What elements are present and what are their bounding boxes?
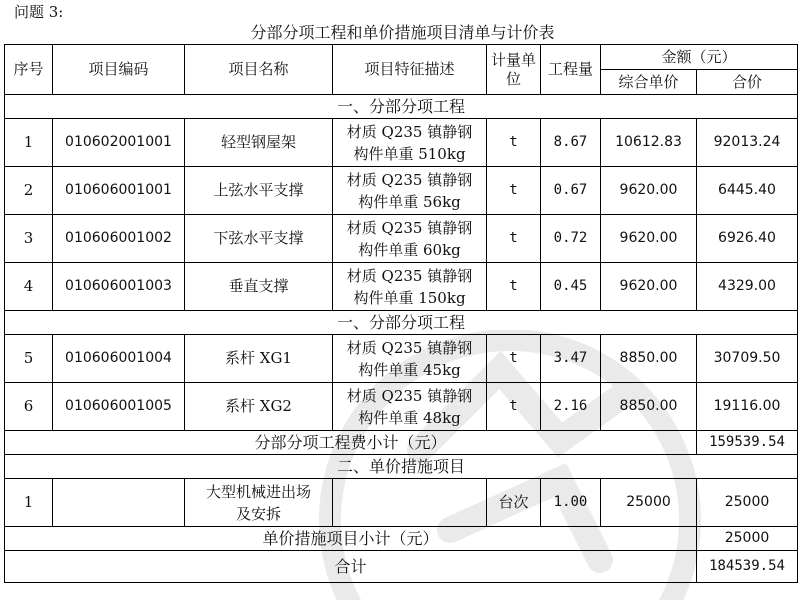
cell-unit: t bbox=[487, 119, 541, 167]
cell-code: 010606001005 bbox=[53, 383, 185, 431]
desc-line: 构件单重 56kg bbox=[358, 192, 461, 211]
header-code: 项目编码 bbox=[53, 45, 185, 95]
cell-qty: 3.47 bbox=[541, 335, 601, 383]
cell-desc bbox=[333, 167, 487, 215]
cell-total: 19116.00 bbox=[697, 383, 798, 431]
header-qty: 工程量 bbox=[541, 45, 601, 95]
table-row bbox=[5, 215, 798, 263]
header-amount: 金额（元） bbox=[601, 45, 798, 70]
cell-name: 轻型钢屋架 bbox=[185, 119, 333, 167]
desc-line: 材质 Q235 镇静钢 bbox=[346, 218, 473, 237]
name-line: 大型机械进出场 bbox=[205, 482, 311, 501]
cell-unit: t bbox=[487, 215, 541, 263]
section-row bbox=[5, 95, 798, 119]
cell-seq: 3 bbox=[5, 215, 53, 263]
cell-seq: 1 bbox=[5, 479, 53, 527]
cell-desc bbox=[333, 263, 487, 311]
cell-total: 30709.50 bbox=[697, 335, 798, 383]
cell-name: 上弦水平支撑 bbox=[185, 167, 333, 215]
cell-price: 8850.00 bbox=[601, 335, 697, 383]
cell-name: 系杆 XG2 bbox=[185, 383, 333, 431]
cell-unit: t bbox=[487, 383, 541, 431]
cell-qty: 2.16 bbox=[541, 383, 601, 431]
name-line: 及安拆 bbox=[235, 504, 281, 523]
header-unit-price: 综合单价 bbox=[601, 70, 697, 95]
table-row bbox=[5, 119, 798, 167]
cell-unit: t bbox=[487, 263, 541, 311]
pricing-table bbox=[4, 44, 798, 583]
grand-total-label: 合计 bbox=[5, 551, 697, 583]
cell-seq: 1 bbox=[5, 119, 53, 167]
cell-seq: 2 bbox=[5, 167, 53, 215]
cell-total: 6445.40 bbox=[697, 167, 798, 215]
subtotal-row bbox=[5, 527, 798, 551]
cell-name: 垂直支撑 bbox=[185, 263, 333, 311]
cell-price: 9620.00 bbox=[601, 167, 697, 215]
section-row bbox=[5, 455, 798, 479]
cell-seq: 4 bbox=[5, 263, 53, 311]
cell-code: 010602001001 bbox=[53, 119, 185, 167]
cell-total: 92013.24 bbox=[697, 119, 798, 167]
section-row bbox=[5, 311, 798, 335]
subtotal-row bbox=[5, 431, 798, 455]
table-row bbox=[5, 263, 798, 311]
cell-name: 系杆 XG1 bbox=[185, 335, 333, 383]
cell-code bbox=[53, 479, 185, 527]
cell-price: 10612.83 bbox=[601, 119, 697, 167]
header-name: 项目名称 bbox=[185, 45, 333, 95]
grand-total-row bbox=[5, 551, 798, 583]
header-row bbox=[5, 45, 798, 70]
cell-code: 010606001001 bbox=[53, 167, 185, 215]
subtotal-label: 单价措施项目小计（元） bbox=[5, 527, 697, 551]
section-title: 一、分部分项工程 bbox=[5, 95, 798, 119]
subtotal-label: 分部分项工程费小计（元） bbox=[5, 431, 697, 455]
cell-code: 010606001003 bbox=[53, 263, 185, 311]
desc-line: 构件单重 45kg bbox=[358, 360, 461, 379]
cell-seq: 5 bbox=[5, 335, 53, 383]
table-row bbox=[5, 479, 798, 527]
header-desc: 项目特征描述 bbox=[333, 45, 487, 95]
desc-line: 材质 Q235 镇静钢 bbox=[346, 386, 473, 405]
cell-price: 25000 bbox=[601, 479, 697, 527]
table-title: 分部分项工程和单价措施项目清单与计价表 bbox=[250, 23, 555, 42]
cell-unit: t bbox=[487, 335, 541, 383]
cell-desc bbox=[333, 479, 487, 527]
cell-name: 下弦水平支撑 bbox=[185, 215, 333, 263]
cell-qty: 1.00 bbox=[541, 479, 601, 527]
cell-unit: t bbox=[487, 167, 541, 215]
subtotal-value: 159539.54 bbox=[697, 431, 798, 455]
desc-line: 构件单重 60kg bbox=[358, 240, 461, 259]
cell-code: 010606001002 bbox=[53, 215, 185, 263]
cell-price: 9620.00 bbox=[601, 263, 697, 311]
table-row bbox=[5, 383, 798, 431]
header-unit: 计量单位 bbox=[487, 45, 541, 95]
cell-seq: 6 bbox=[5, 383, 53, 431]
table-row bbox=[5, 335, 798, 383]
header-total: 合价 bbox=[697, 70, 798, 95]
section-title: 二、单价措施项目 bbox=[5, 455, 798, 479]
cell-price: 9620.00 bbox=[601, 215, 697, 263]
cell-qty: 0.45 bbox=[541, 263, 601, 311]
desc-line: 材质 Q235 镇静钢 bbox=[346, 266, 473, 285]
cell-code: 010606001004 bbox=[53, 335, 185, 383]
cell-name bbox=[185, 479, 333, 527]
cell-total: 25000 bbox=[697, 479, 798, 527]
desc-line: 构件单重 48kg bbox=[358, 408, 461, 427]
desc-line: 构件单重 510kg bbox=[353, 144, 466, 163]
cell-desc bbox=[333, 335, 487, 383]
desc-line: 材质 Q235 镇静钢 bbox=[346, 122, 473, 141]
desc-line: 构件单重 150kg bbox=[353, 288, 466, 307]
desc-line: 材质 Q235 镇静钢 bbox=[346, 338, 473, 357]
cell-desc bbox=[333, 383, 487, 431]
subtotal-value: 25000 bbox=[697, 527, 798, 551]
header-seq: 序号 bbox=[5, 45, 53, 95]
cell-total: 6926.40 bbox=[697, 215, 798, 263]
cell-qty: 0.72 bbox=[541, 215, 601, 263]
cell-desc bbox=[333, 215, 487, 263]
grand-total-value: 184539.54 bbox=[697, 551, 798, 583]
cell-qty: 0.67 bbox=[541, 167, 601, 215]
desc-line: 材质 Q235 镇静钢 bbox=[346, 170, 473, 189]
cell-price: 8850.00 bbox=[601, 383, 697, 431]
table-row bbox=[5, 167, 798, 215]
question-label: 问题 3: bbox=[14, 3, 64, 21]
cell-desc bbox=[333, 119, 487, 167]
cell-total: 4329.00 bbox=[697, 263, 798, 311]
section-title: 一、分部分项工程 bbox=[5, 311, 798, 335]
cell-qty: 8.67 bbox=[541, 119, 601, 167]
cell-unit: 台次 bbox=[487, 479, 541, 527]
